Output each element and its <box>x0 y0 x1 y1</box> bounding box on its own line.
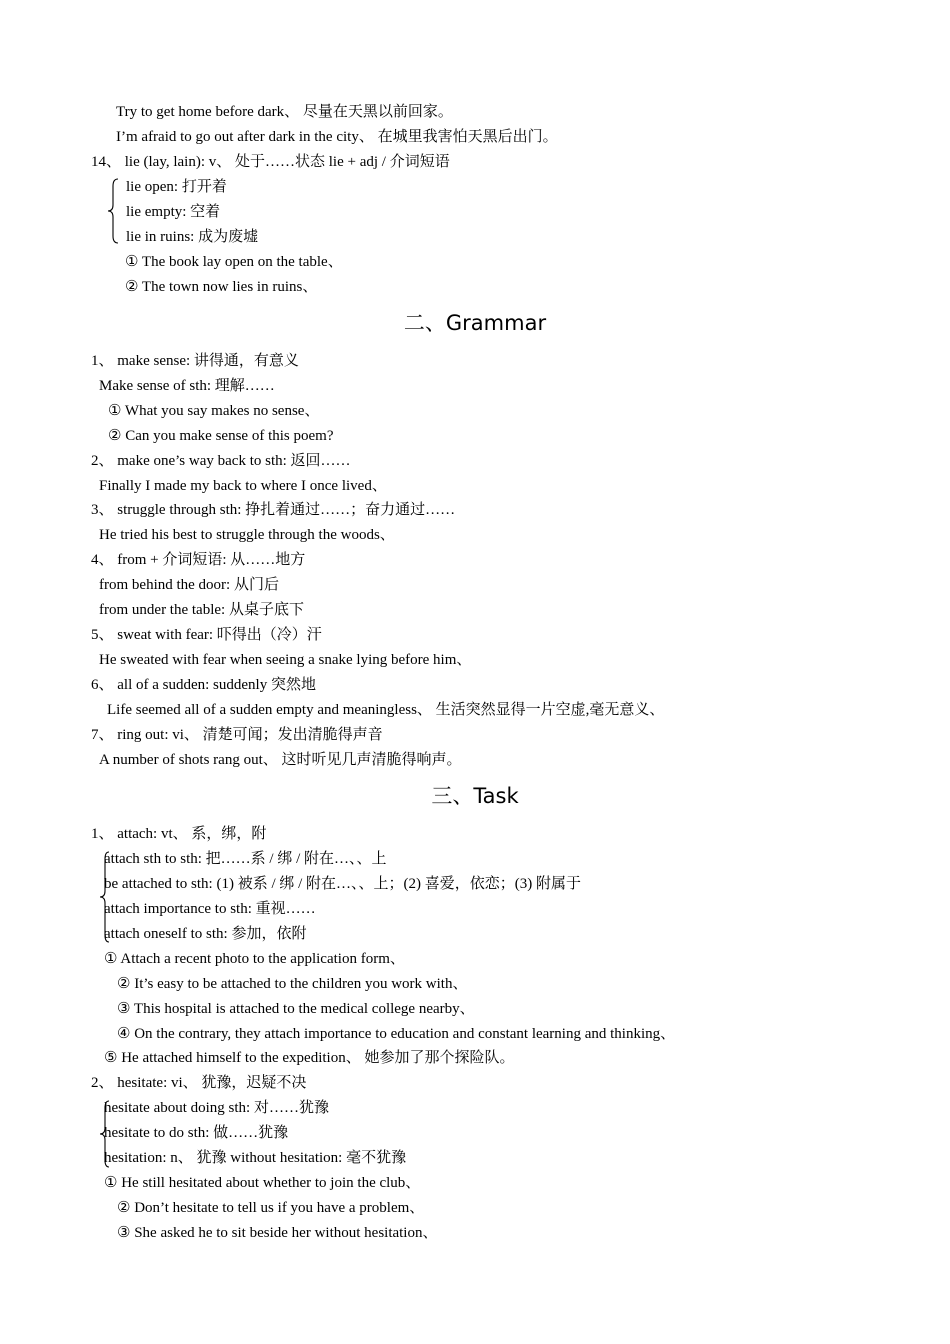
example-line: Finally I made my back to where I once lived、 <box>99 478 387 494</box>
example-line: He sweated with fear when seeing a snake lying before him、 <box>99 652 472 668</box>
example-line: ④ On the contrary, they attach importance to education and constant learning and thinking、 <box>117 1026 676 1042</box>
phrase-line: hesitate about doing sth: 对……犹豫 <box>104 1100 329 1116</box>
entry-line: 1、 make sense: 讲得通，有意义 <box>91 353 299 369</box>
example-line: ② The town now lies in ruins、 <box>125 279 318 295</box>
entry-line: 6、 all of a sudden: suddenly 突然地 <box>91 677 316 693</box>
entry-line: 4、 from + 介词短语: 从……地方 <box>91 552 306 568</box>
entry-line: 5、 sweat with fear: 吓得出（冷）汗 <box>91 627 322 643</box>
phrase-line: hesitate to do sth: 做……犹豫 <box>104 1125 289 1141</box>
example-line: A number of shots rang out、 这时听见几声清脆得响声。 <box>99 752 462 768</box>
example-line: ⑤ He attached himself to the expedition、 她参加了那个探险队。 <box>104 1050 515 1066</box>
example-line: ② Don’t hesitate to tell us if you have a problem、 <box>117 1200 425 1216</box>
phrase-line: Make sense of sth: 理解…… <box>99 378 275 394</box>
example-line: Life seemed all of a sudden empty and meaningless、 生活突然显得一片空虚,毫无意义、 <box>107 702 665 718</box>
example-line: ③ This hospital is attached to the medical college nearby、 <box>117 1001 475 1017</box>
phrase-line: hesitation: n、 犹豫 without hesitation: 毫不犹豫 <box>104 1150 407 1166</box>
entry-line: 2、 hesitate: vi、 犹豫，迟疑不决 <box>91 1075 307 1091</box>
phrase-line: lie open: 打开着 <box>126 179 227 195</box>
phrase-line: from under the table: 从桌子底下 <box>99 602 304 618</box>
entry-line: 14、 lie (lay, lain): v、 处于……状态 lie + adj / 介词短语 <box>91 154 450 170</box>
section-heading: 二、Grammar <box>403 311 547 335</box>
phrase-line: lie empty: 空着 <box>126 204 221 220</box>
example-line: ① What you say makes no sense、 <box>108 403 320 419</box>
example-line: ① He still hesitated about whether to join the club、 <box>104 1175 421 1191</box>
phrase-line: attach sth to sth: 把……系 / 绑 / 附在…、、上 <box>104 851 387 867</box>
brace-icon <box>107 178 121 244</box>
phrase-line: from behind the door: 从门后 <box>99 577 279 593</box>
example-line: I’m afraid to go out after dark in the city、 在城里我害怕天黑后出门。 <box>116 129 558 145</box>
entry-line: 2、 make one’s way back to sth: 返回…… <box>91 453 351 469</box>
example-line: ① The book lay open on the table、 <box>125 254 343 270</box>
example-line: ③ She asked he to sit beside her without hesitation、 <box>117 1225 438 1241</box>
entry-line: 1、 attach: vt、 系，绑，附 <box>91 826 267 842</box>
phrase-line: be attached to sth: (1) 被系 / 绑 / 附在…、、上；(2) 喜爱，依恋；(3) 附属于 <box>104 876 582 892</box>
example-line: Try to get home before dark、 尽量在天黑以前回家。 <box>116 104 453 120</box>
entry-line: 3、 struggle through sth: 挣扎着通过……；奋力通过…… <box>91 502 456 518</box>
phrase-line: attach importance to sth: 重视…… <box>104 901 316 917</box>
section-heading: 三、Task <box>431 784 519 808</box>
example-line: ② Can you make sense of this poem? <box>108 428 334 444</box>
example-line: ② It’s easy to be attached to the children you work with、 <box>117 976 468 992</box>
example-line: ① Attach a recent photo to the application form、 <box>104 951 405 967</box>
phrase-line: attach oneself to sth: 参加，依附 <box>104 926 307 942</box>
entry-line: 7、 ring out: vi、 清楚可闻；发出清脆得声音 <box>91 727 383 743</box>
phrase-line: lie in ruins: 成为废墟 <box>126 229 259 245</box>
example-line: He tried his best to struggle through the woods、 <box>99 527 395 543</box>
